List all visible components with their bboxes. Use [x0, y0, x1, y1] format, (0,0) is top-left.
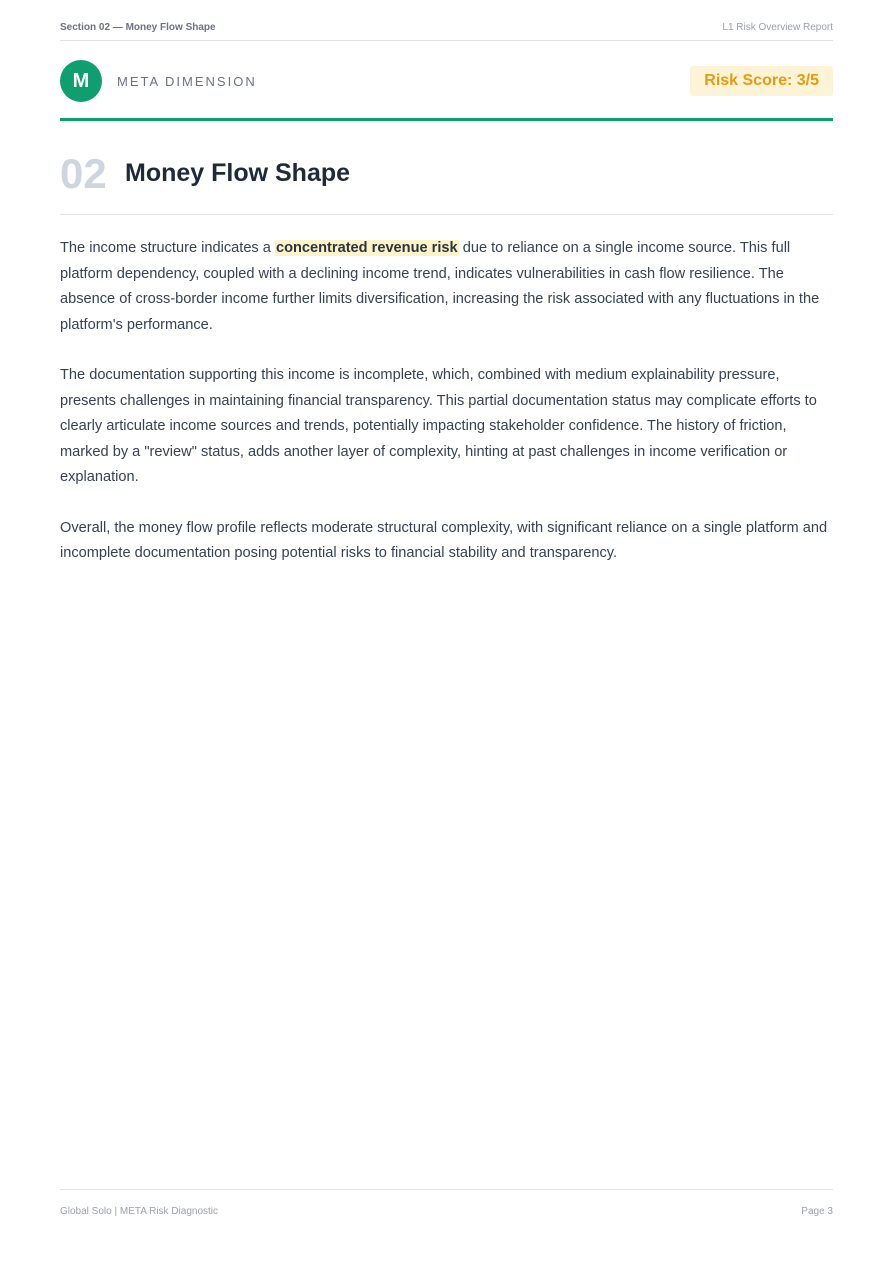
dimension-band	[60, 60, 833, 121]
section-number: 02	[60, 150, 107, 197]
report-title: L1 Risk Overview Report	[722, 22, 833, 33]
body-paragraph-3: Overall, the money flow profile reflects moderate structural complexity, with significant reliance on a single platform and incomplete documentation posing potential risks to financial stability and transparency.	[60, 519, 828, 561]
body-paragraph-2: The documentation supporting this income is incomplete, which, combined with medium explainability pressure, presents challenges in maintaining financial transparency. This partial documentation status may complicate efforts to clearly articulate income sources and trends, potentially impacting stakeholder confidence. The history of friction, marked by a "review" status, adds another layer of complexity, hinting at past challenges in income verification or explanation.	[60, 367, 817, 485]
highlighted-risk-phrase: concentrated revenue risk	[275, 240, 458, 256]
risk-score-badge: Risk Score: 3/5	[690, 66, 833, 96]
body-paragraph-1	[60, 236, 833, 338]
section-label: Section 02 — Money Flow Shape	[60, 22, 216, 33]
page-number: Page 3	[801, 1206, 833, 1217]
dimension-badge: M	[60, 60, 102, 102]
body-paragraph-1-rest: due to reliance on a single income source. This full platform dependency, coupled with a declining income trend, indicates vulnerabilities in cash flow resilience. The absence of cross-border income further limits diversification, increasing the risk associated with any fluctuations in the platform's performance.	[60, 240, 820, 333]
page-footer	[60, 1189, 833, 1220]
section-body	[60, 236, 833, 592]
body-paragraph-1-intro: The income structure indicates a	[60, 240, 275, 256]
section-heading	[60, 150, 833, 215]
footer-brand: Global Solo | META Risk Diagnostic	[60, 1206, 219, 1217]
running-header	[60, 22, 833, 41]
dimension-label: META DIMENSION	[117, 74, 257, 89]
report-page	[60, 0, 833, 1263]
section-title: Money Flow Shape	[125, 159, 351, 187]
